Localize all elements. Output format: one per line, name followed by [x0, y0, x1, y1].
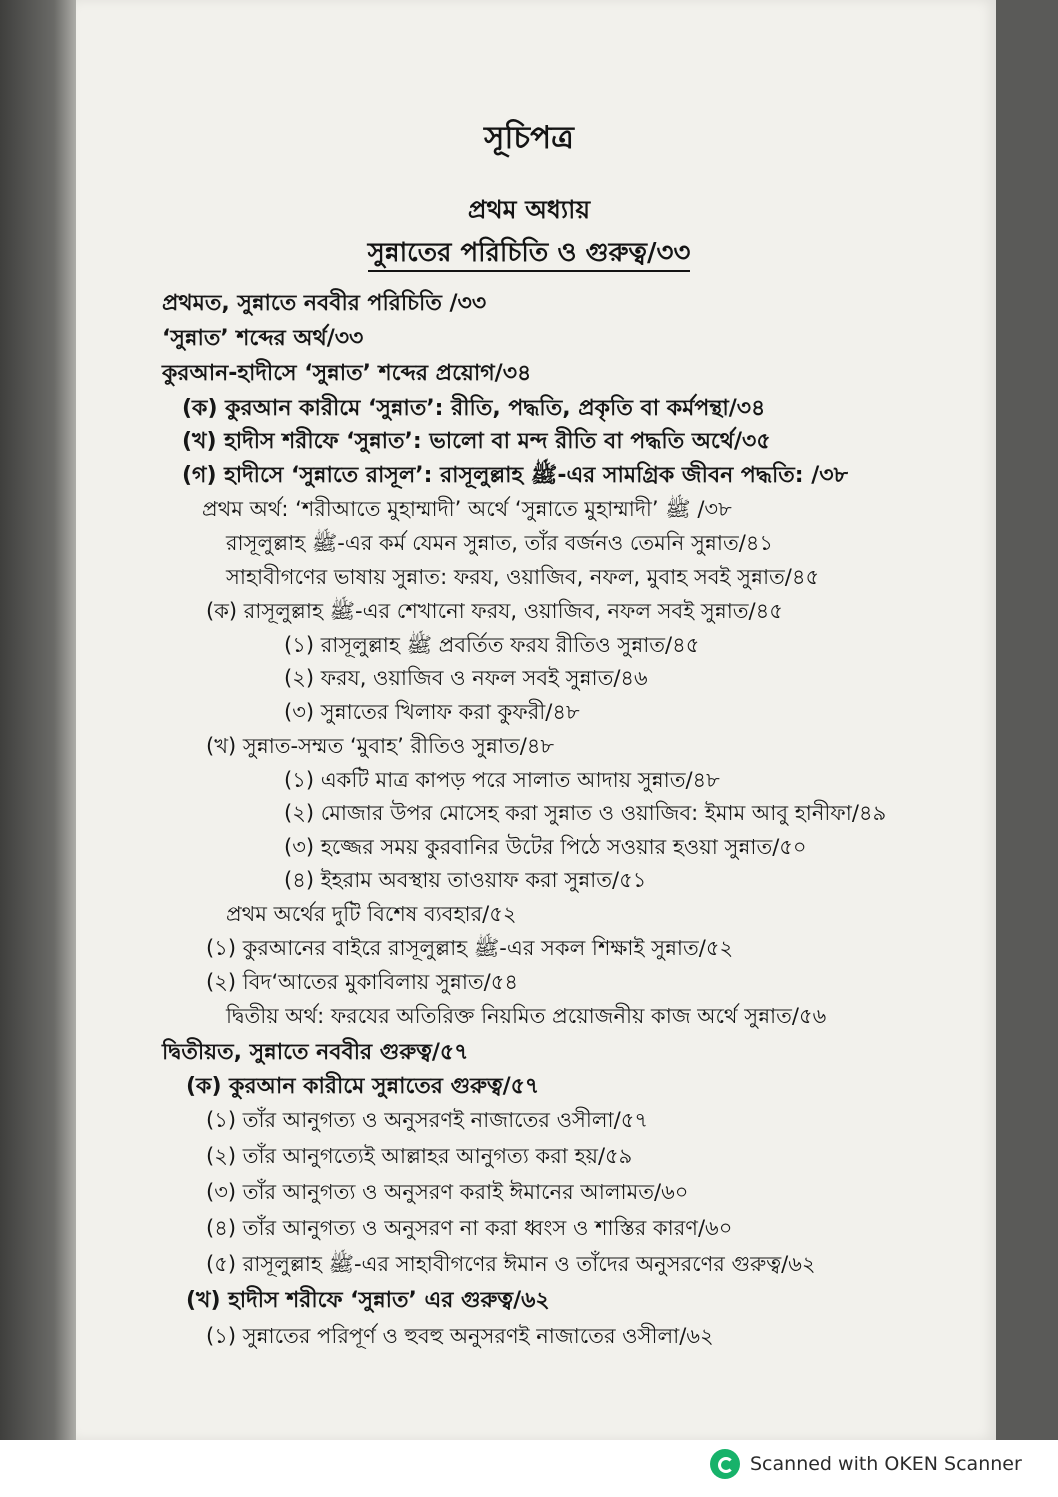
toc-entry: (ক) কুরআন কারীমে সুন্নাতের গুরুত্ব/৫৭ [186, 1074, 540, 1099]
toc-entry: সাহাবীগণের ভাষায় সুন্নাত: ফরয, ওয়াজিব, নফল, মুবাহ সবই সুন্নাত/৪৫ [226, 565, 820, 589]
toc-entry: (৪) ইহরাম অবস্থায় তাওয়াফ করা সুন্নাত/৫১ [284, 868, 647, 892]
toc-entry: (১) কুরআনের বাইরে রাসূলুল্লাহ ﷺ-এর সকল শিক্ষাই সুন্নাত/৫২ [206, 936, 734, 960]
chapter-subtitle [0, 232, 1058, 276]
toc-entry: (২) বিদ‘আতের মুকাবিলায় সুন্নাত/৫৪ [206, 970, 518, 994]
toc-entry: (৫) রাসূলুল্লাহ ﷺ-এর সাহাবীগণের ঈমান ও তাঁদের অনুসরণের গুরুত্ব/৬২ [206, 1252, 816, 1276]
toc-entry: (৩) তাঁর আনুগত্য ও অনুসরণ করাই ঈমানের আলামত/৬০ [206, 1180, 689, 1204]
toc-entry: রাসূলুল্লাহ ﷺ-এর কর্ম যেমন সুন্নাত, তাঁর বর্জনও তেমনি সুন্নাত/৪১ [226, 531, 774, 555]
oken-scanner-logo-icon [710, 1449, 740, 1479]
toc-entry: (ক) রাসূলুল্লাহ ﷺ-এর শেখানো ফরয, ওয়াজিব, নফল সবই সুন্নাত/৪৫ [206, 599, 783, 623]
scanner-footer [710, 1449, 1022, 1479]
chapter-heading: প্রথম অধ্যায় [467, 195, 591, 224]
chapter-subtitle-text: সুন্নাতের পরিচিতি ও গুরুত্ব/৩৩ [368, 238, 691, 272]
page-title: সূচিপত্র [484, 120, 574, 156]
toc-entry: দ্বিতীয়ত, সুন্নাতে নববীর গুরুত্ব/৫৭ [162, 1040, 469, 1065]
toc-entry: (খ) সুন্নাত-সম্মত ‘মুবাহ’ রীতিও সুন্নাত/৪৮ [206, 734, 555, 758]
toc-entry: (ক) কুরআন কারীমে ‘সুন্নাত’: রীতি, পদ্ধতি, প্রকৃতি বা কর্মপন্থা/৩৪ [182, 396, 766, 421]
toc-entry: প্রথম অর্থ: ‘শরীআতে মুহাম্মাদী’ অর্থে ‘সুন্নাতে মুহাম্মাদী’ ﷺ /৩৮ [202, 497, 732, 521]
toc-entry: (৩) সুন্নাতের খিলাফ করা কুফরী/৪৮ [284, 700, 580, 724]
toc-entry: (২) ফরয, ওয়াজিব ও নফল সবই সুন্নাত/৪৬ [284, 666, 648, 690]
toc-entry: (২) তাঁর আনুগত্যেই আল্লাহর আনুগত্য করা হয়/৫৯ [206, 1144, 633, 1168]
toc-entry: (গ) হাদীসে ‘সুন্নাতে রাসূল’: রাসূলুল্লাহ ﷺ-এর সামগ্রিক জীবন পদ্ধতি: /৩৮ [182, 463, 848, 488]
toc-entry: (১) তাঁর আনুগত্য ও অনুসরণই নাজাতের ওসীলা/৫৭ [206, 1108, 649, 1132]
scanner-text: Scanned with OKEN Scanner [750, 1453, 1022, 1475]
toc-entry: দ্বিতীয় অর্থ: ফরযের অতিরিক্ত নিয়মিত প্রয়োজনীয় কাজ অর্থে সুন্নাত/৫৬ [226, 1004, 827, 1028]
toc-entry: (১) একটি মাত্র কাপড় পরে সালাত আদায় সুন্নাত/৪৮ [284, 768, 720, 792]
toc-entry: (খ) হাদীস শরীফে ‘সুন্নাত’ এর গুরুত্ব/৬২ [186, 1288, 550, 1313]
toc-entry: (১) সুন্নাতের পরিপূর্ণ ও হুবহু অনুসরণই নাজাতের ওসীলা/৬২ [206, 1324, 714, 1348]
toc-entry: (খ) হাদীস শরীফে ‘সুন্নাত’: ভালো বা মন্দ রীতি বা পদ্ধতি অর্থে/৩৫ [182, 429, 771, 454]
toc-entry: (৩) হজ্জের সময় কুরবানির উটের পিঠে সওয়ার হওয়া সুন্নাত/৫০ [284, 835, 807, 859]
toc-entry: প্রথম অর্থের দুটি বিশেষ ব্যবহার/৫২ [226, 902, 517, 926]
toc-entry: (৪) তাঁর আনুগত্য ও অনুসরণ না করা ধ্বংস ও শাস্তির কারণ/৬০ [206, 1216, 733, 1240]
toc-entry: প্রথমত, সুন্নাতে নববীর পরিচিতি /৩৩ [162, 291, 487, 316]
toc-entry: কুরআন-হাদীসে ‘সুন্নাত’ শব্দের প্রয়োগ/৩৪ [162, 361, 532, 386]
toc-entry: (২) মোজার উপর মোসেহ করা সুন্নাত ও ওয়াজিব: ইমাম আবু হানীফা/৪৯ [284, 801, 887, 825]
toc-entry: (১) রাসূলুল্লাহ ﷺ প্রবর্তিত ফরয রীতিও সুন্নাত/৪৫ [284, 633, 700, 657]
toc-entry: ‘সুন্নাত’ শব্দের অর্থ/৩৩ [162, 326, 364, 351]
